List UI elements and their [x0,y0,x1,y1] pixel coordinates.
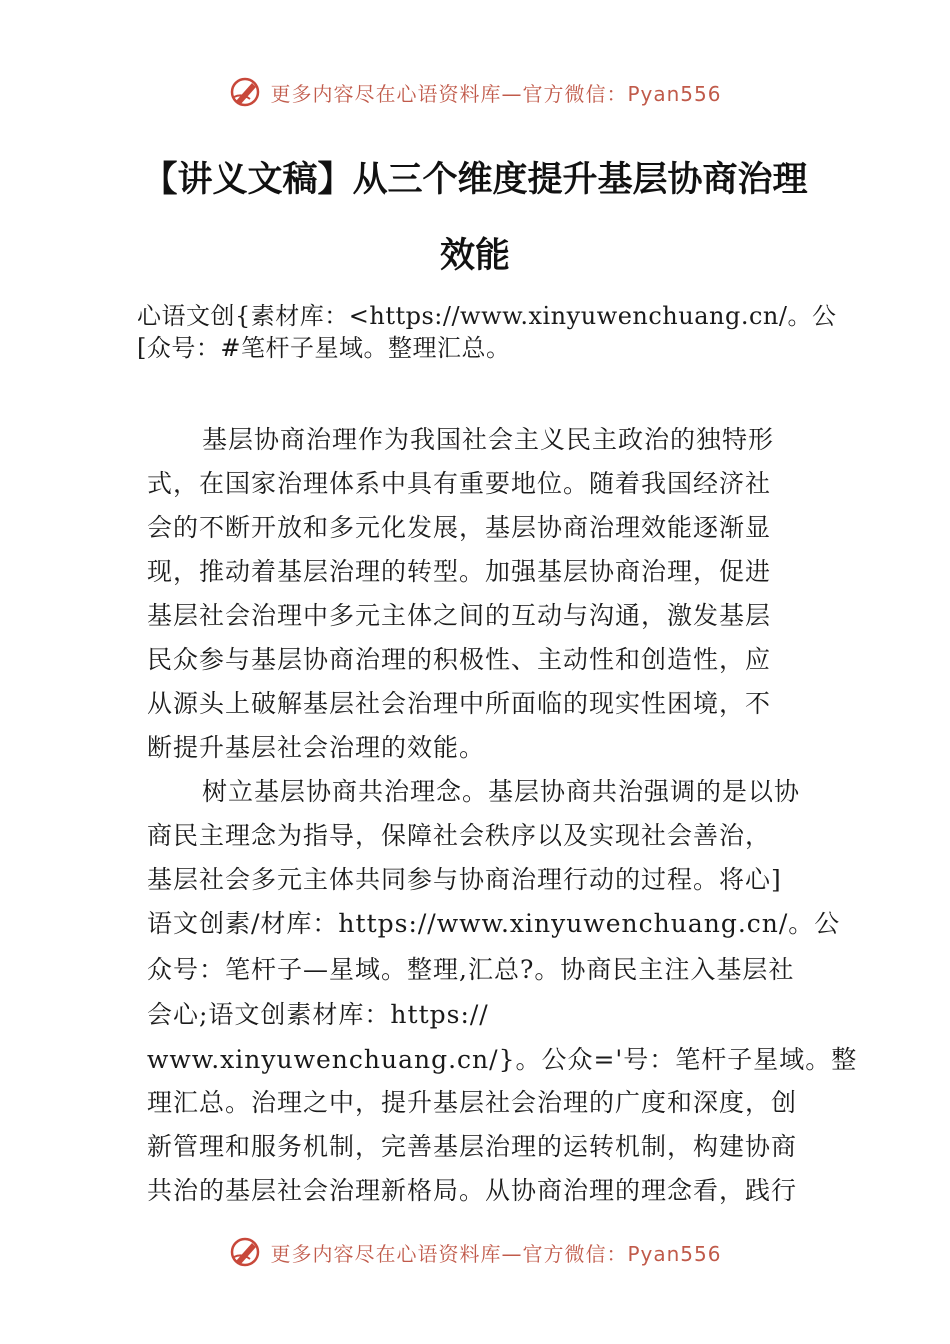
header-banner [0,72,950,112]
paragraph-2-line: 语文创素/材库：https://www.xinyuwenchuang.cn/。公 [147,909,841,938]
paragraph-1-line: 断提升基层社会治理的效能。 [147,733,486,762]
pen-logo-icon [228,1235,262,1269]
paragraph-2-line: 树立基层协商共治理念。基层协商共治强调的是以协 [202,777,801,806]
paragraph-1-line: 民众参与基层协商治理的积极性、主动性和创造性，应 [147,645,772,674]
paragraph-1-line: 现，推动着基层治理的转型。加强基层协商治理，促进 [147,557,772,586]
paragraph-1-line: 基层协商治理作为我国社会主义民主政治的独特形 [202,425,775,454]
paragraph-2-line: 共治的基层社会治理新格局。从协商治理的理念看，践行 [147,1176,798,1205]
banner-text: 更多内容尽在心语资料库—官方微信：Pyan556 [270,81,722,106]
document-title-line-1: 【讲义文稿】从三个维度提升基层协商治理 [142,160,808,200]
paragraph-2-line: 新管理和服务机制，完善基层治理的运转机制，构建协商 [147,1132,798,1161]
paragraph-1-line: 从源头上破解基层社会治理中所面临的现实性困境，不 [147,689,772,718]
paragraph-2-line: 基层社会多元主体共同参与协商治理行动的过程。将心] [147,865,782,894]
paragraph-2-line: 商民主理念为指导，保障社会秩序以及实现社会善治， [147,821,772,850]
banner-text: 更多内容尽在心语资料库—官方微信：Pyan556 [270,1241,722,1266]
paragraph-2-line: www.xinyuwenchuang.cn/}。公众='号：笔杆子星域。整 [147,1045,858,1074]
document-title-line-2: 效能 [439,236,510,276]
source-line-1: 心语文创{素材库：<https://www.xinyuwenchuang.cn/。公 [137,302,837,330]
paragraph-2-line: 会心;语文创素材库：https:// [147,1000,489,1029]
source-line-2: [众号：#笔杆子星域。整理汇总。 [137,334,511,362]
paragraph-2-line: 理汇总。治理之中，提升基层社会治理的广度和深度，创 [147,1088,798,1117]
paragraph-1-line: 会的不断开放和多元化发展，基层协商治理效能逐渐显 [147,513,772,542]
paragraph-1-line: 基层社会治理中多元主体之间的互动与沟通，激发基层 [147,601,772,630]
footer-banner [0,1232,950,1272]
paragraph-1-line: 式，在国家治理体系中具有重要地位。随着我国经济社 [147,469,772,498]
pen-logo-icon [228,75,262,109]
paragraph-2-line: 众号：笔杆子—星域。整理,汇总?。协商民主注入基层社 [147,955,795,984]
